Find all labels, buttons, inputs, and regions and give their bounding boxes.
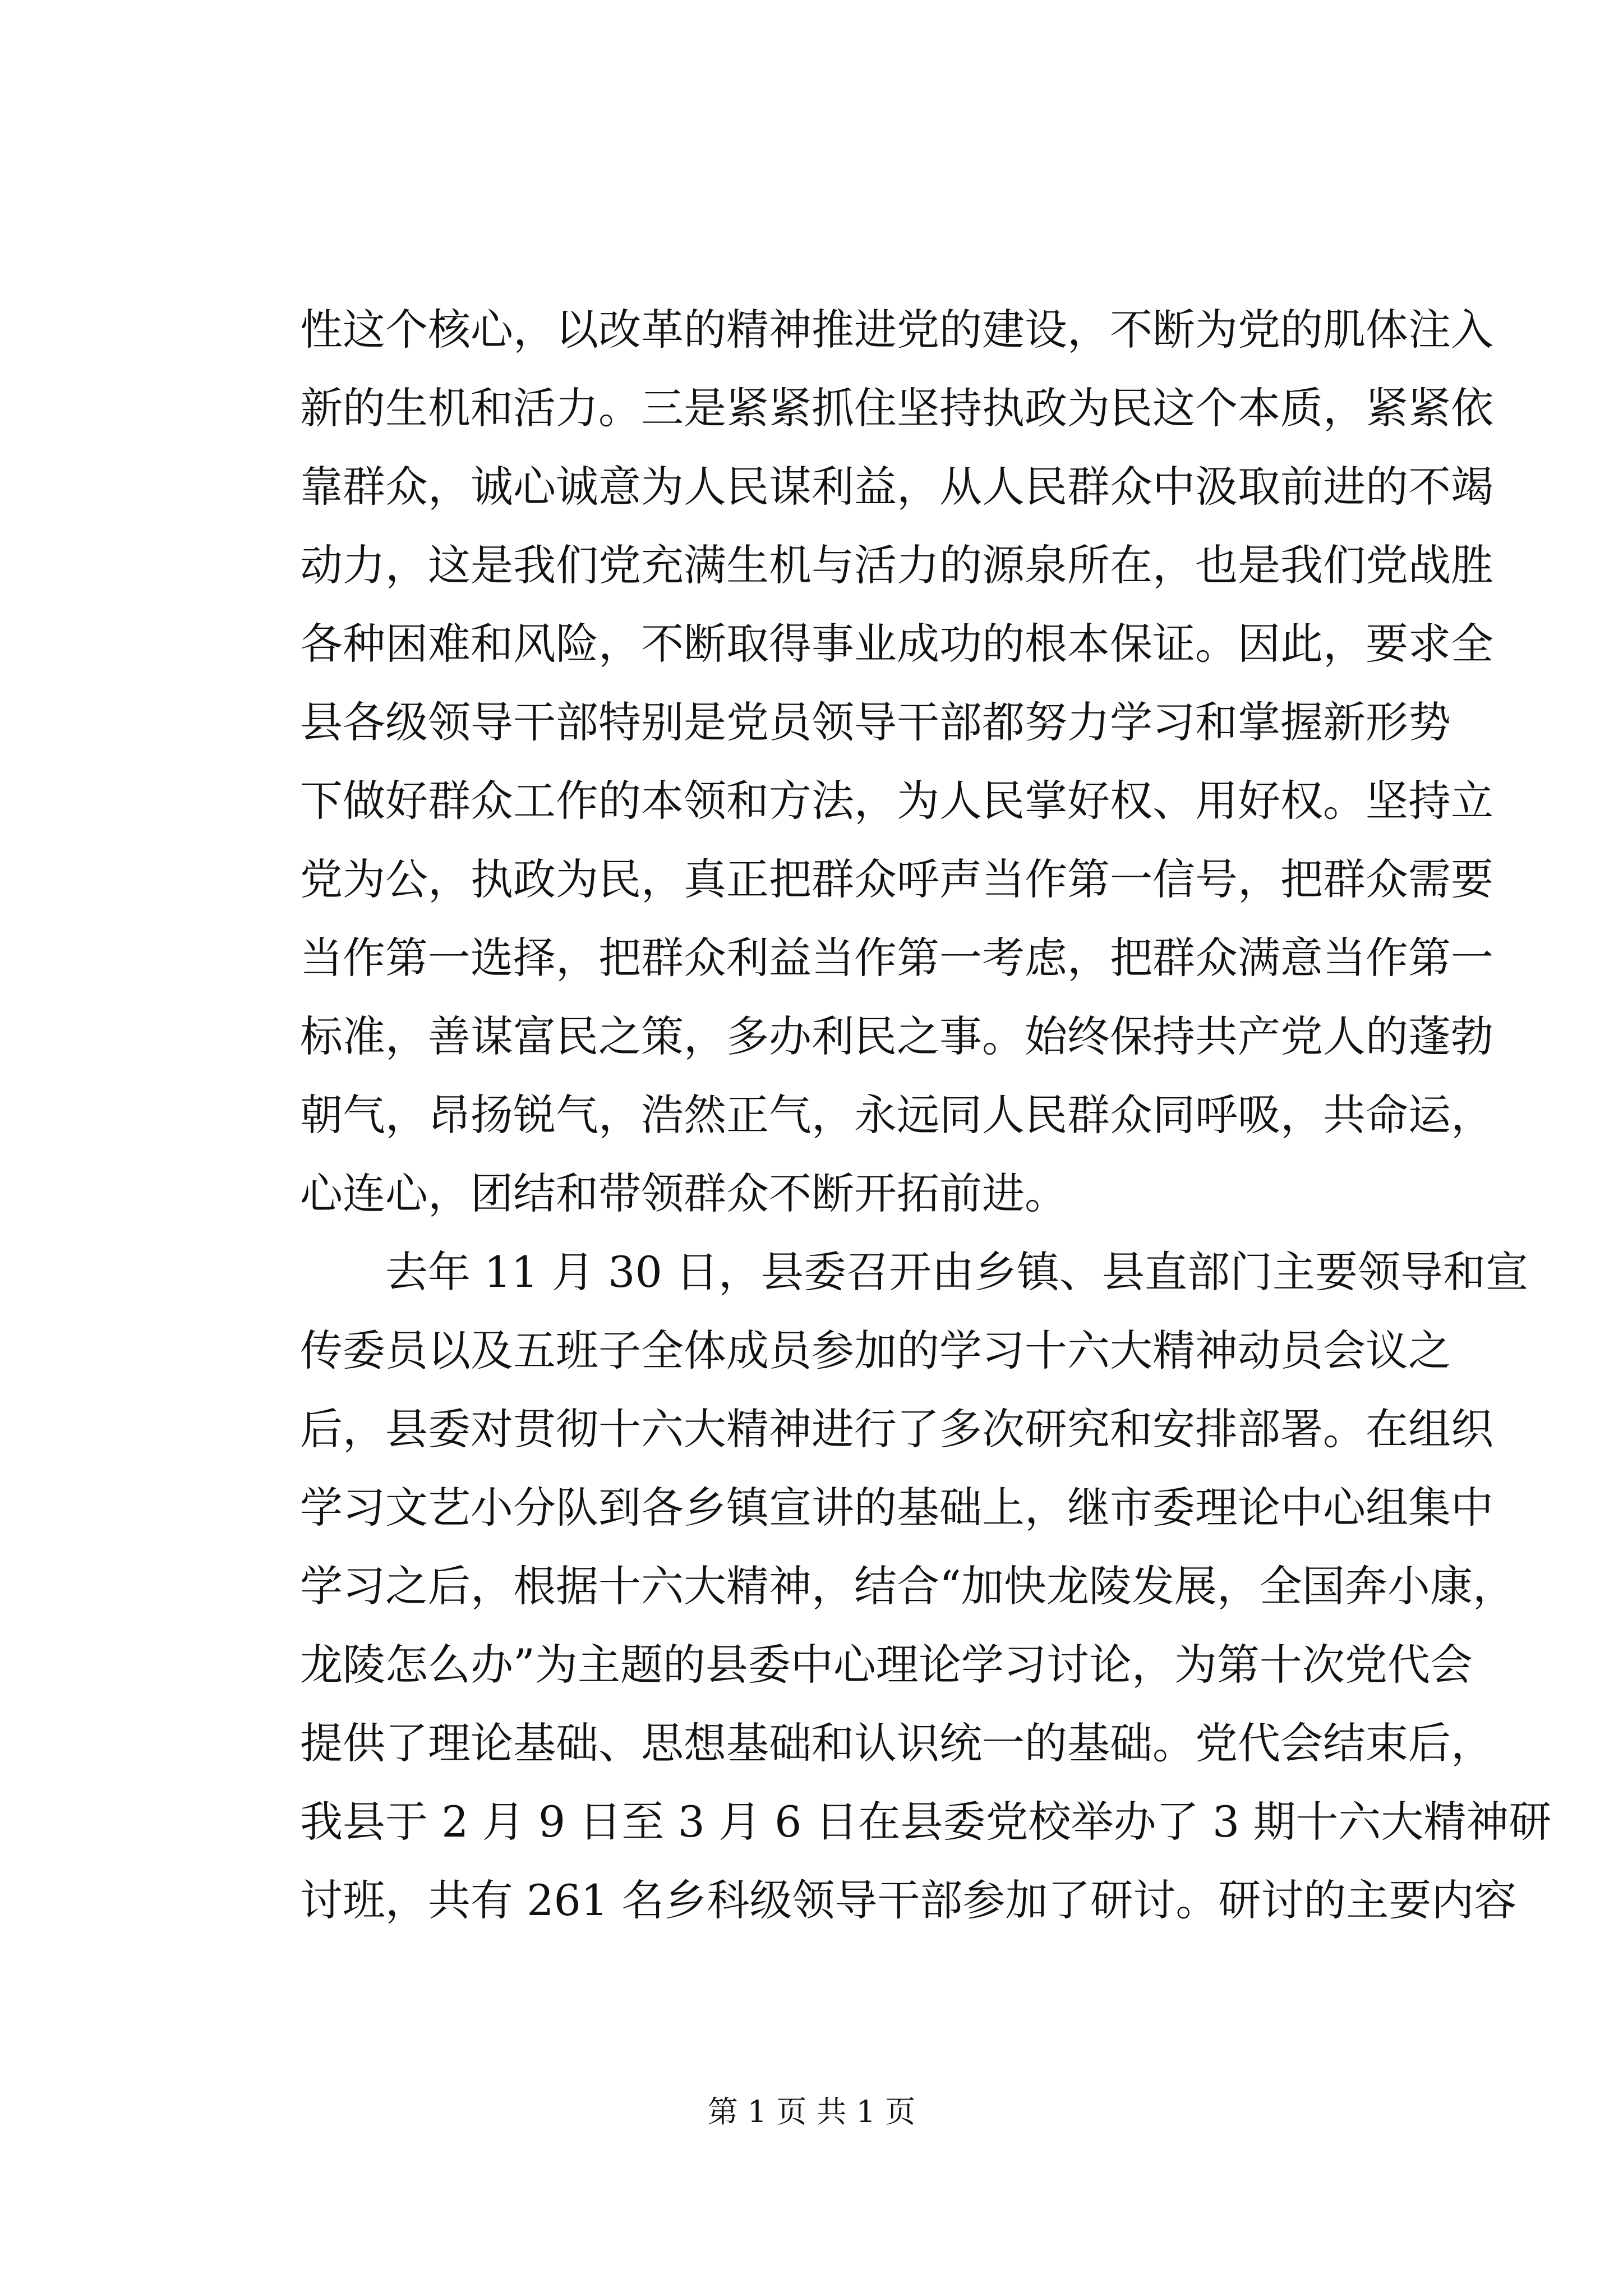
text-line: 传委员以及五班子全体成员参加的学习十六大精神动员会议之	[300, 1326, 1451, 1375]
text-line: 心连心，团结和带领群众不断开拓前进。	[300, 1168, 1067, 1218]
text-line: 当作第一选择，把群众利益当作第一考虑，把群众满意当作第一	[300, 933, 1493, 983]
text-line: 龙陵怎么办”为主题的县委中心理论学习讨论，为第十次党代会	[300, 1640, 1473, 1690]
text-line: 标准，善谋富民之策，多办利民之事。始终保持共产党人的蓬勃	[300, 1011, 1493, 1061]
text-line: 新的生机和活力。三是紧紧抓住坚持执政为民这个本质，紧紧依	[300, 383, 1493, 433]
text-line: 各种困难和风险，不断取得事业成功的根本保证。因此，要求全	[300, 619, 1493, 669]
text-line: 我县于 2 月 9 日至 3 月 6 日在县委党校举办了 3 期十六大精神研	[300, 1797, 1552, 1847]
page-footer: 第 1 页 共 1 页	[707, 2094, 916, 2129]
text-line: 下做好群众工作的本领和方法，为人民掌好权、用好权。坚持立	[300, 776, 1493, 826]
text-line: 朝气，昂扬锐气，浩然正气，永远同人民群众同呼吸，共命运，	[300, 1090, 1493, 1140]
text-line: 后，县委对贯彻十六大精神进行了多次研究和安排部署。在组织	[300, 1404, 1493, 1454]
text-line: 讨班，共有 261 名乡科级领导干部参加了研讨。研讨的主要内容	[300, 1875, 1517, 1925]
text-line: 提供了理论基础、思想基础和认识统一的基础。党代会结束后，	[300, 1718, 1493, 1768]
text-line: 性这个核心，以改革的精神推进党的建设，不断为党的肌体注入	[300, 305, 1493, 355]
text-line: 学习文艺小分队到各乡镇宣讲的基础上，继市委理论中心组集中	[300, 1483, 1493, 1533]
text-line: 县各级领导干部特别是党员领导干部都努力学习和掌握新形势	[300, 697, 1451, 747]
text-line: 靠群众，诚心诚意为人民谋利益，从人民群众中汲取前进的不竭	[300, 462, 1493, 512]
text-line: 党为公，执政为民，真正把群众呼声当作第一信号，把群众需要	[300, 854, 1493, 904]
text-line: 去年 11 月 30 日，县委召开由乡镇、县直部门主要领导和宣	[385, 1247, 1529, 1297]
text-line: 动力，这是我们党充满生机与活力的源泉所在，也是我们党战胜	[300, 540, 1493, 590]
text-line: 学习之后，根据十六大精神，结合“加快龙陵发展，全国奔小康，	[300, 1561, 1515, 1611]
